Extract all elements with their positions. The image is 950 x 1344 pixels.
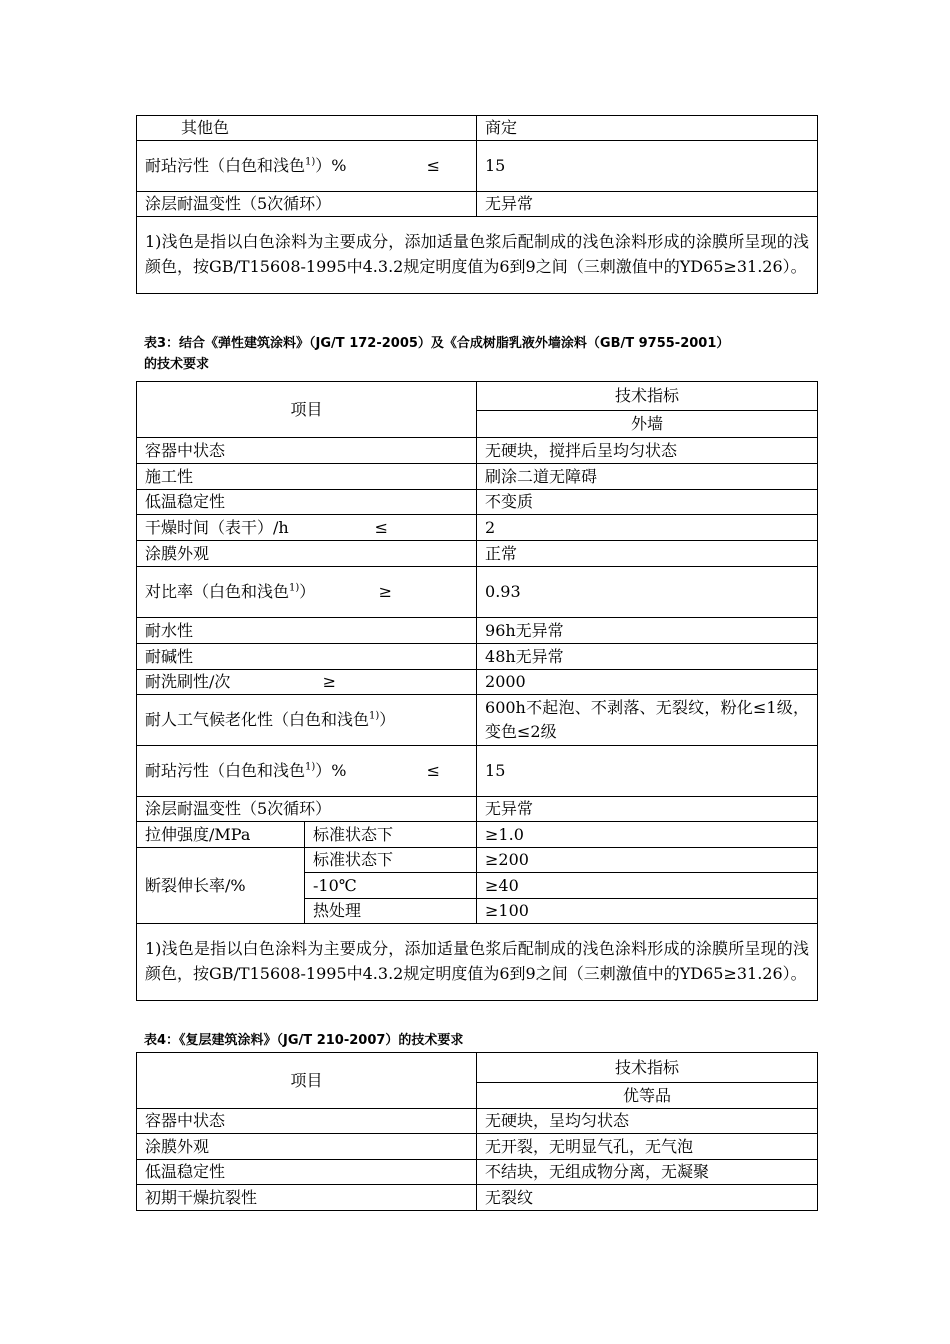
- item-cell: [137, 670, 477, 695]
- value-cell: ≥200: [477, 848, 818, 873]
- table-row: [137, 1160, 818, 1185]
- table-row: [137, 670, 818, 695]
- table-row: [137, 618, 818, 644]
- table-row: [137, 1185, 818, 1211]
- value-cell: 96h无异常: [477, 618, 818, 644]
- caption-line: 表3：结合《弹性建筑涂料》（JG/T 172-2005）及《合成树脂乳液外墙涂料（GB/T 9755-2001）: [144, 336, 730, 351]
- table-row: [137, 192, 818, 217]
- value-cell: 无开裂，无明显气孔，无气泡: [477, 1134, 818, 1160]
- value-cell: 2000: [477, 670, 818, 695]
- footnote-mark: 1): [369, 710, 380, 722]
- table-row: [137, 490, 818, 515]
- item-cell: 施工性: [137, 464, 477, 490]
- table-row: [137, 464, 818, 490]
- value-cell: 600h不起泡、不剥落、无裂纹，粉化≤1级，变色≤2级: [477, 695, 818, 746]
- item-cell: [137, 141, 477, 192]
- item-cell: 涂膜外观: [137, 541, 477, 567]
- header-item: 项目: [137, 1053, 477, 1109]
- item-cell: [137, 515, 477, 541]
- item-text: 对比率（白色和浅色: [145, 582, 290, 601]
- item-cell: 耐碱性: [137, 644, 477, 670]
- item-text: 耐人工气候老化性（白色和浅色: [145, 710, 370, 729]
- header-sub: 外墙: [477, 411, 818, 438]
- footnote: 1)浅色是指以白色涂料为主要成分，添加适量色浆后配制成的浅色涂料形成的涂膜所呈现的浅颜色，按GB/T15608-1995中4.3.2规定明度值为6到9之间（三刺激值中的YD65≥31.26）。: [137, 924, 818, 1001]
- condition-cell: 标准状态下: [305, 848, 477, 873]
- value-cell: 无硬块，呈均匀状态: [477, 1109, 818, 1134]
- item-cell: 拉伸强度/MPa: [137, 822, 305, 848]
- value-cell: 商定: [477, 116, 818, 141]
- table-note-row: [137, 924, 818, 1001]
- condition-cell: 标准状态下: [305, 822, 477, 848]
- item-cell: 涂层耐温变性（5次循环）: [137, 192, 477, 217]
- table-header-row: [137, 1053, 818, 1083]
- footnote: 1)浅色是指以白色涂料为主要成分，添加适量色浆后配制成的浅色涂料形成的涂膜所呈现的浅颜色，按GB/T15608-1995中4.3.2规定明度值为6到9之间（三刺激值中的YD65≥31.26）。: [137, 217, 818, 294]
- value-cell: 正常: [477, 541, 818, 567]
- relation-symbol: ≤: [426, 761, 441, 780]
- header-spec: 技术指标: [477, 1053, 818, 1083]
- value-cell: 刷涂二道无障碍: [477, 464, 818, 490]
- item-cell: [137, 746, 477, 797]
- footnote-mark: 1): [305, 156, 316, 168]
- table-row: [137, 1134, 818, 1160]
- item-cell: 涂膜外观: [137, 1134, 477, 1160]
- header-sub: 优等品: [477, 1083, 818, 1109]
- item-cell: 涂层耐温变性（5次循环）: [137, 797, 477, 822]
- value-cell: 无异常: [477, 797, 818, 822]
- item-text: 耐洗刷性/次: [145, 672, 231, 691]
- table-4: [136, 1052, 818, 1211]
- table-row: [137, 438, 818, 464]
- table-row: [137, 848, 818, 873]
- item-cell: 容器中状态: [137, 1109, 477, 1134]
- table-note-row: [137, 217, 818, 294]
- relation-symbol: ≤: [426, 156, 440, 175]
- table-row: [137, 822, 818, 848]
- table-row: [137, 567, 818, 618]
- relation-symbol: ≥: [378, 582, 393, 601]
- table-row: [137, 797, 818, 822]
- value-cell: 15: [477, 746, 818, 797]
- value-cell: 0.93: [477, 567, 818, 618]
- item-text: 耐玷污性（白色和浅色: [145, 761, 306, 780]
- value-cell: 2: [477, 515, 818, 541]
- item-cell: 初期干燥抗裂性: [137, 1185, 477, 1211]
- value-cell: 48h无异常: [477, 644, 818, 670]
- relation-symbol: ≤: [374, 517, 389, 537]
- item-suffix: ）%: [315, 761, 347, 780]
- footnote-mark: 1): [305, 761, 316, 773]
- value-cell: 无裂纹: [477, 1185, 818, 1211]
- item-cell: 低温稳定性: [137, 1160, 477, 1185]
- table-3: [136, 381, 818, 1001]
- table-row: [137, 541, 818, 567]
- item-cell: [137, 695, 477, 746]
- value-cell: ≥100: [477, 899, 818, 924]
- item-suffix: ）: [379, 710, 396, 729]
- item-text: 干燥时间（表干）/h: [145, 517, 289, 537]
- table-row: [137, 644, 818, 670]
- item-suffix: ）%: [315, 156, 347, 175]
- value-cell: 不结块，无组成物分离，无凝聚: [477, 1160, 818, 1185]
- relation-symbol: ≥: [322, 672, 337, 691]
- table-2-tail: [136, 115, 818, 294]
- table-row: [137, 116, 818, 141]
- value-cell: 无异常: [477, 192, 818, 217]
- item-cell: 容器中状态: [137, 438, 477, 464]
- item-suffix: ）: [299, 582, 316, 601]
- item-text: 耐玷污性（白色和浅色: [145, 156, 306, 175]
- table-row: [137, 515, 818, 541]
- value-cell: 不变质: [477, 490, 818, 515]
- value-cell: ≥1.0: [477, 822, 818, 848]
- header-item: 项目: [137, 382, 477, 438]
- condition-cell: 热处理: [305, 899, 477, 924]
- table-header-row: [137, 382, 818, 411]
- table-row: [137, 746, 818, 797]
- caption-line: 的技术要求: [144, 357, 210, 372]
- table-row: [137, 695, 818, 746]
- table-4-caption: 表4：《复层建筑涂料》（JG/T 210-2007）的技术要求: [144, 1033, 464, 1048]
- item-cell: 其他色: [137, 116, 477, 141]
- table-row: [137, 1109, 818, 1134]
- condition-cell: -10℃: [305, 873, 477, 899]
- table-row: [137, 141, 818, 192]
- header-spec: 技术指标: [477, 382, 818, 411]
- item-cell: 低温稳定性: [137, 490, 477, 515]
- value-cell: 无硬块，搅拌后呈均匀状态: [477, 438, 818, 464]
- item-cell: [137, 567, 477, 618]
- value-cell: ≥40: [477, 873, 818, 899]
- value-cell: 15: [477, 141, 818, 192]
- item-cell: 断裂伸长率/%: [137, 848, 305, 924]
- table-3-caption: [144, 333, 729, 375]
- footnote-mark: 1): [289, 582, 300, 594]
- item-cell: 耐水性: [137, 618, 477, 644]
